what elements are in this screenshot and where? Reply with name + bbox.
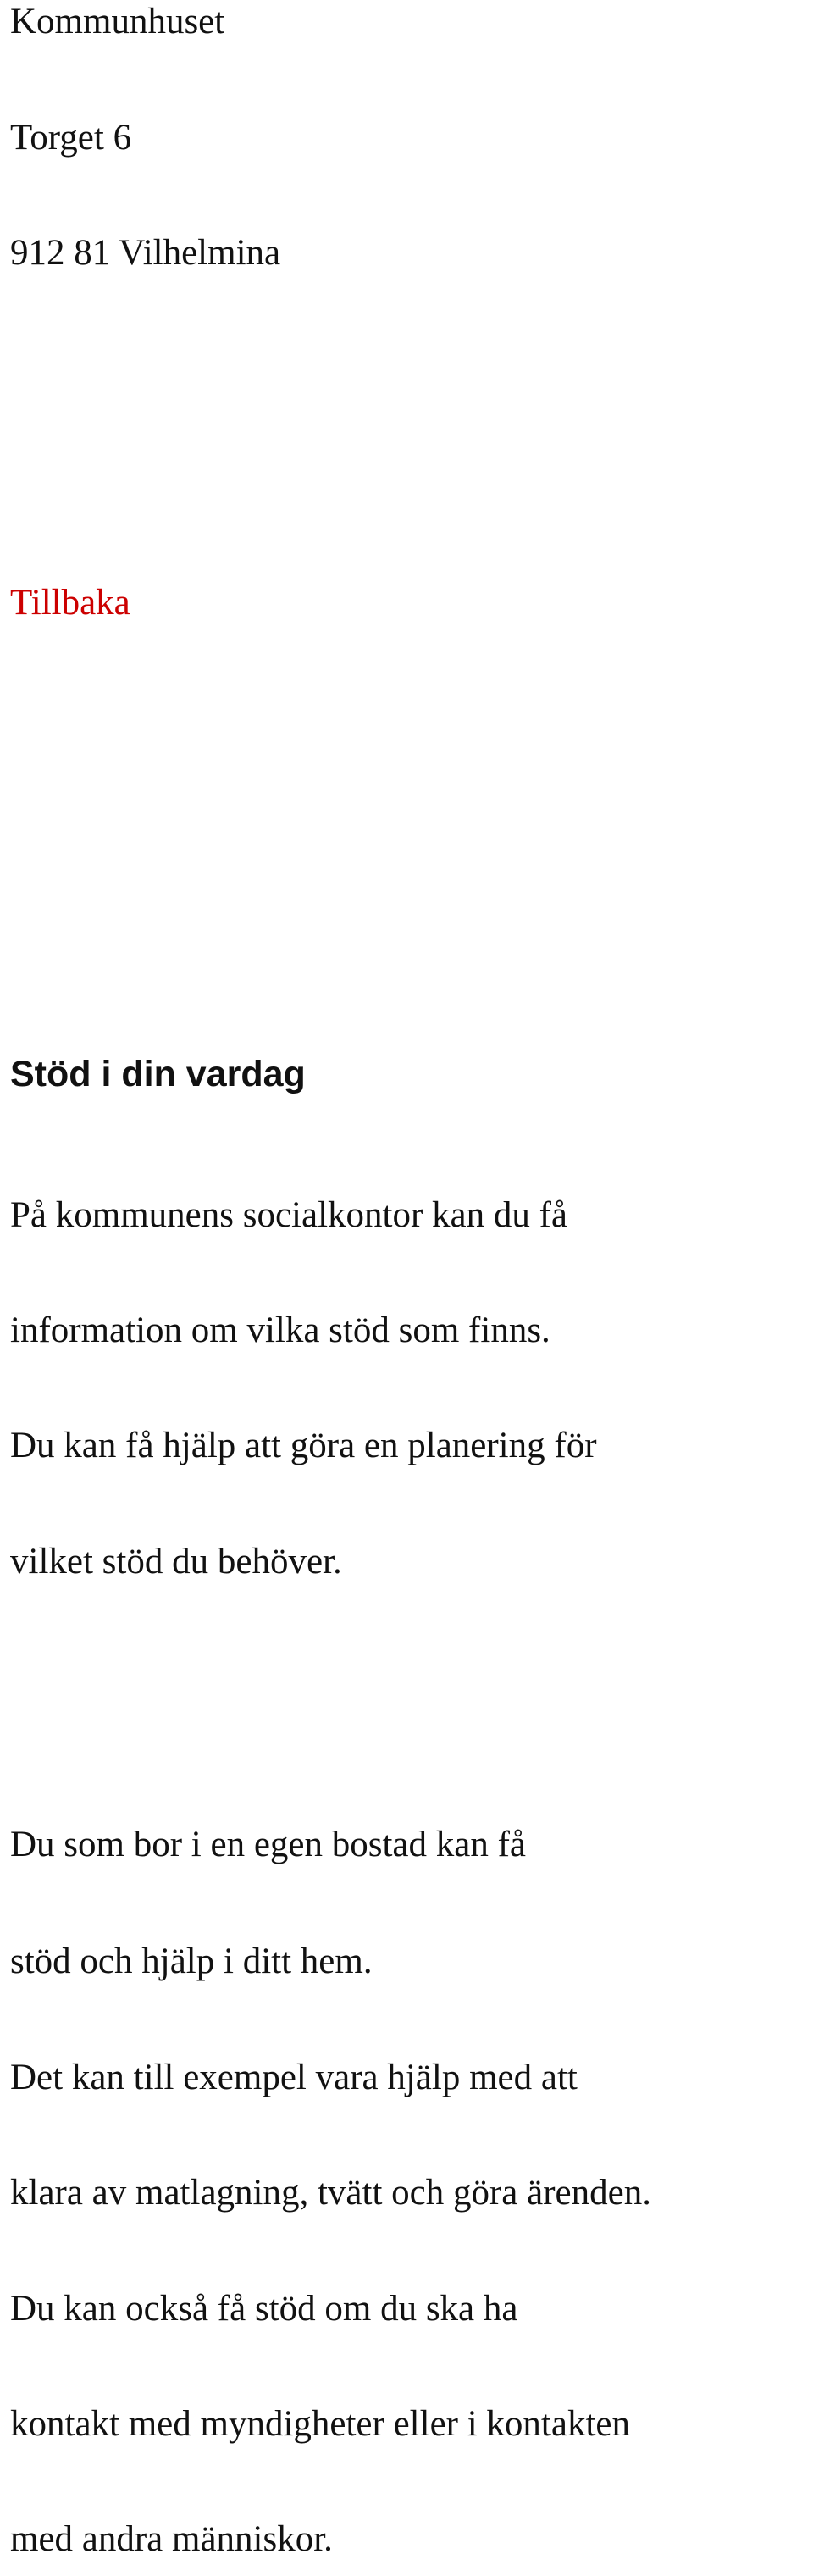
paragraph-line: Du kan få hjälp att göra en planering för [10,1426,597,1465]
back-link[interactable]: Tillbaka [10,583,130,623]
paragraph-line: klara av matlagning, tvätt och göra ärenden. [10,2173,651,2213]
address-name: Kommunhuset [10,2,225,42]
paragraph-line: Det kan till exempel vara hjälp med att [10,2058,578,2097]
paragraph-line: På kommunens socialkontor kan du få [10,1195,568,1235]
paragraph-line: kontakt med myndigheter eller i kontakten [10,2404,630,2444]
address-postal: 912 81 Vilhelmina [10,233,281,273]
paragraph-line: med andra människor. [10,2519,333,2559]
article-heading: Stöd i din vardag [10,1054,306,1094]
paragraph-line: Du kan också få stöd om du ska ha [10,2289,518,2329]
paragraph-line: stöd och hjälp i ditt hem. [10,1942,373,1981]
paragraph-line: Du som bor i en egen bostad kan få [10,1825,527,1864]
paragraph-line: vilket stöd du behöver. [10,1542,342,1582]
paragraph-line: information om vilka stöd som finns. [10,1310,550,1350]
address-street: Torget 6 [10,118,132,158]
